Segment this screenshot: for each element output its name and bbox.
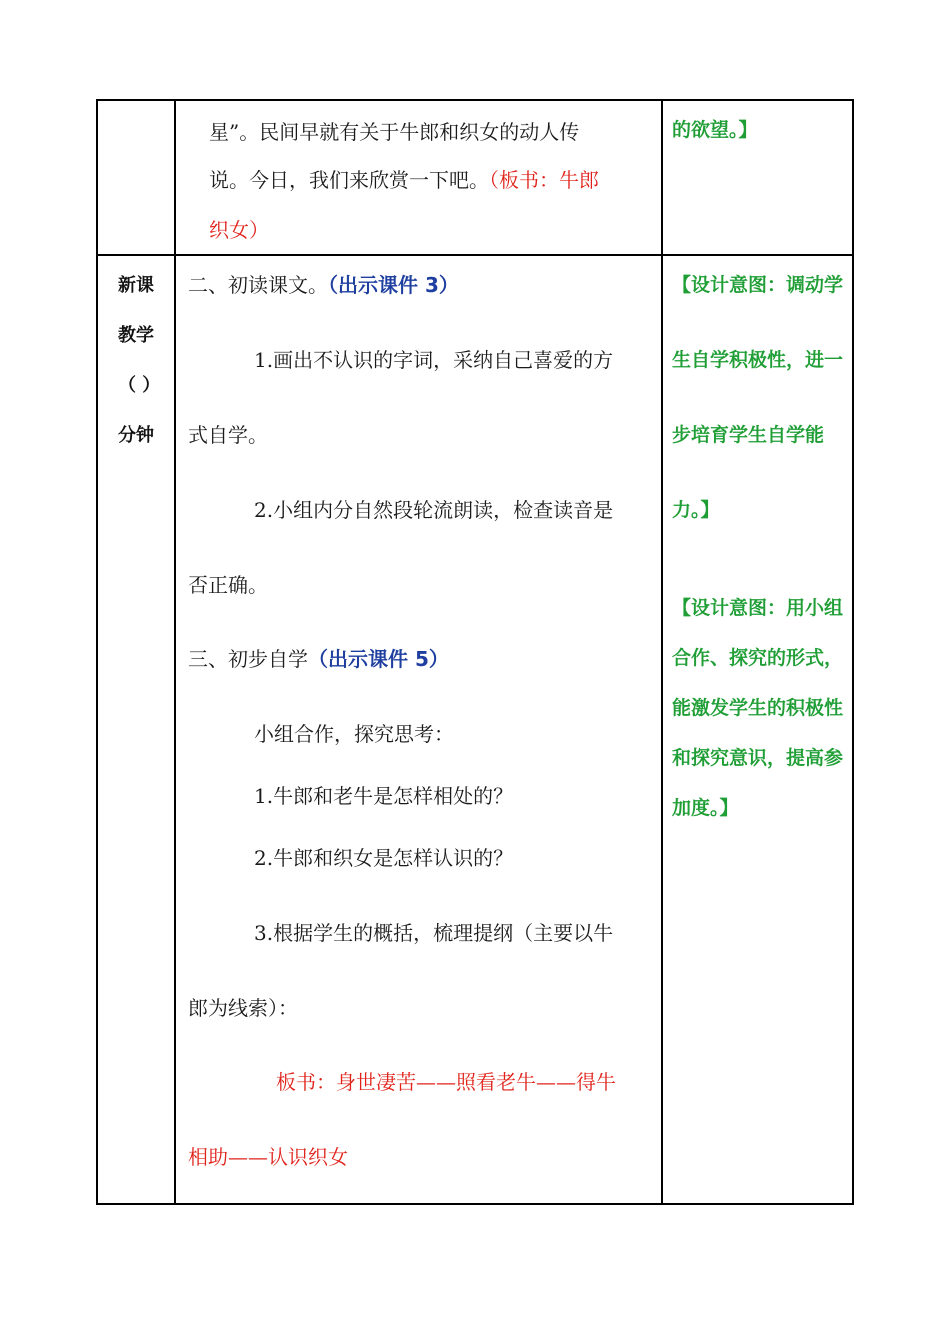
courseware-ref-3: （出示课件 3）	[328, 273, 459, 297]
question-2: 2.牛郎和织女是怎样认识的？	[254, 846, 514, 870]
intent1-line3: 步培育学生自学能	[672, 424, 825, 446]
section3-heading	[188, 645, 449, 673]
question-1: 1.牛郎和老牛是怎样相处的？	[254, 784, 514, 808]
intent1-line2: 生自学积极性，进一	[672, 349, 844, 371]
group-intro: 小组合作，探究思考：	[254, 722, 454, 746]
row1-main-line2	[209, 166, 599, 194]
board-note-cont: 织女）	[209, 218, 269, 242]
row1-main-line1: 星”。民间早就有关于牛郎和织女的动人传	[209, 120, 580, 144]
stage-label-line3: （ ）	[118, 375, 161, 396]
task1-line2: 式自学。	[188, 423, 268, 447]
board-outline-line1: 板书：身世凄苦——照看老牛——得牛	[276, 1070, 616, 1094]
task1-line1: 1.画出不认识的字词，采纳自己喜爱的方	[254, 348, 614, 372]
section3-title: 三、初步自学	[188, 647, 308, 671]
task2-line1: 2.小组内分自然段轮流朗读，检查读音是	[254, 498, 614, 522]
row1-design-intent: 的欲望。】	[672, 119, 758, 141]
board-outline-line2: 相助——认识织女	[188, 1145, 348, 1169]
task2-line2: 否正确。	[188, 573, 268, 597]
stage-label-line1: 新课	[118, 275, 154, 296]
question-3-line1: 3.根据学生的概括，梳理提纲（主要以牛	[254, 921, 614, 945]
section2-heading	[188, 271, 459, 299]
board-note: （板书：牛郎	[489, 168, 599, 192]
stage-label-line2: 教学	[118, 325, 154, 346]
intent2-line4: 和探究意识，提高参	[672, 747, 844, 769]
intent1-line1: 【设计意图：调动学	[672, 274, 844, 296]
table-border-top	[96, 99, 854, 101]
table-border-right	[852, 99, 854, 1205]
stage-label-line4: 分钟	[118, 425, 154, 446]
intent2-line3: 能激发学生的积极性	[672, 697, 844, 719]
courseware-ref-5: （出示课件 5）	[308, 647, 449, 671]
row-divider	[96, 254, 854, 256]
intent2-line5: 加度。】	[672, 797, 739, 819]
intent2-line2: 合作、探究的形式，	[672, 647, 844, 669]
intent2-line1: 【设计意图：用小组	[672, 597, 844, 619]
question-3-line2: 郎为线索）：	[188, 996, 298, 1020]
column-divider-2	[661, 99, 663, 1205]
row1-main-line2-text: 说。今日，我们来欣赏一下吧。	[209, 168, 489, 192]
section2-title: 二、初读课文。	[188, 273, 328, 297]
table-border-left	[96, 99, 98, 1205]
table-border-bottom	[96, 1203, 854, 1205]
intent1-line4: 力。】	[672, 499, 720, 521]
column-divider-1	[174, 99, 176, 1205]
